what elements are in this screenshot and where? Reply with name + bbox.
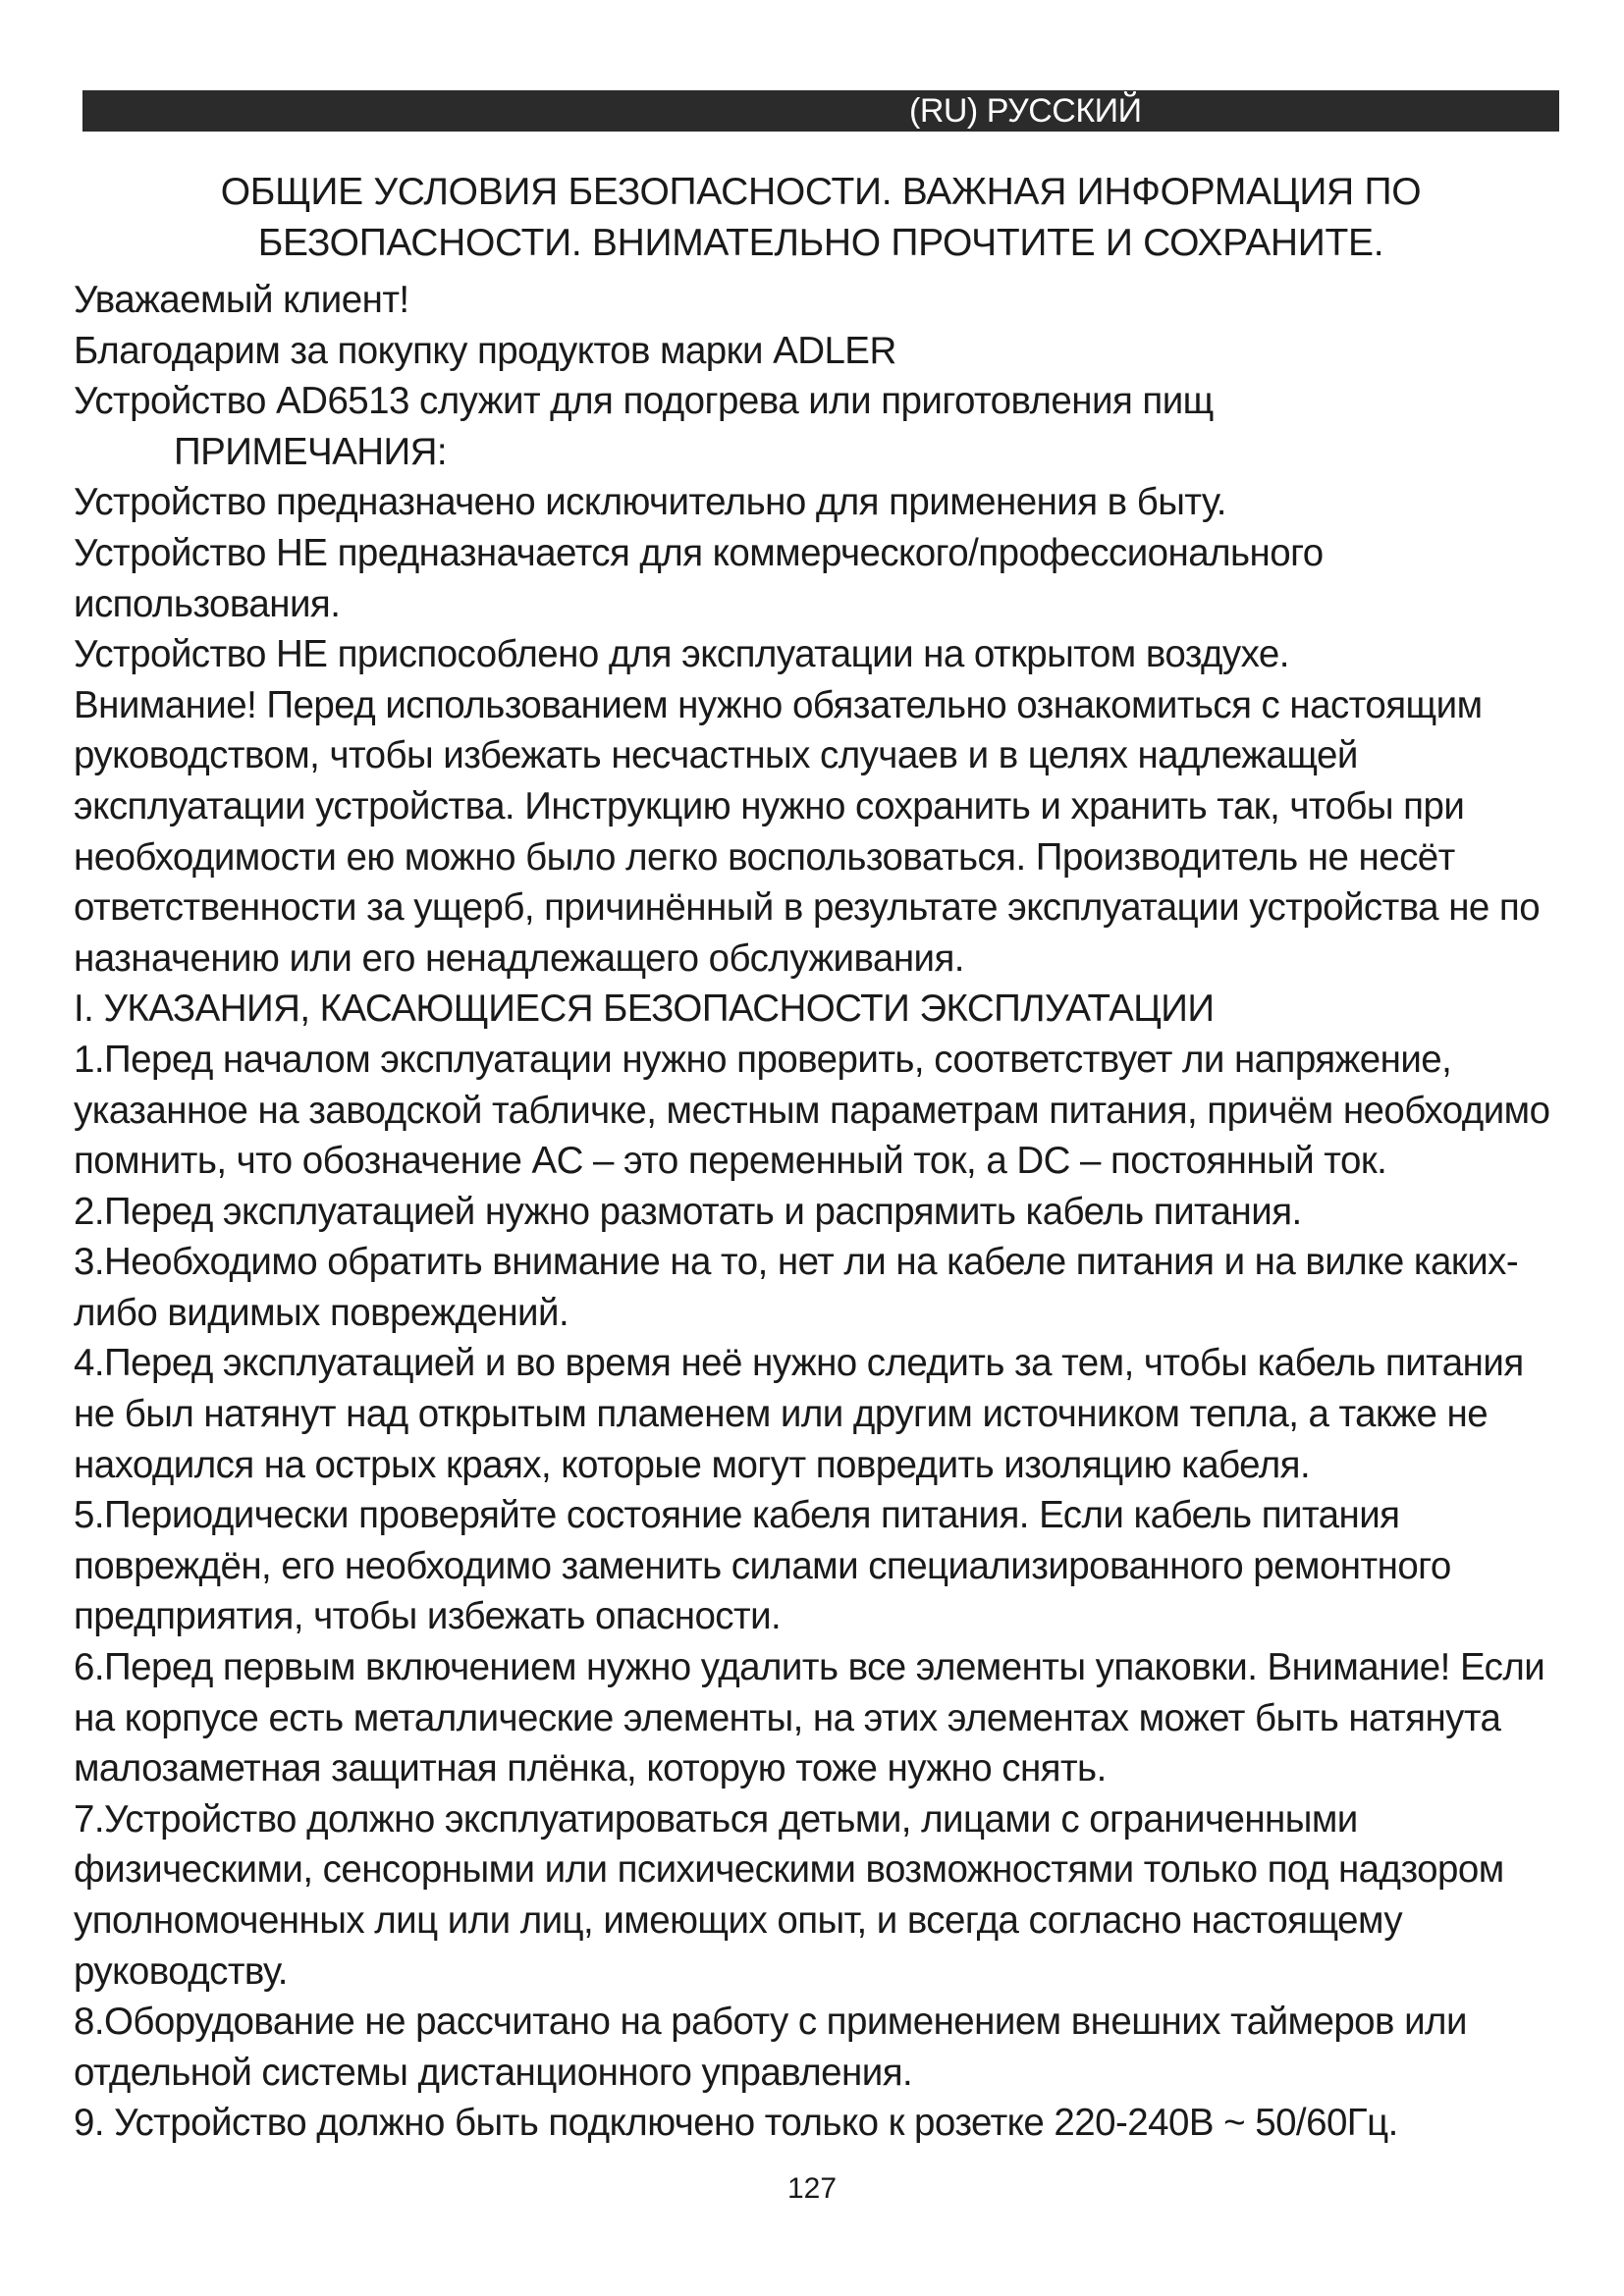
title-line-2: БЕЗОПАСНОСТИ. ВНИМАТЕЛЬНО ПРОЧТИТЕ И СОХРАНИТЕ. xyxy=(257,222,1384,264)
safety-item-2: 2.Перед эксплуатацией нужно размотать и распрямить кабель питания. xyxy=(74,1190,1302,1233)
safety-item-9: 9. Устройство должно быть подключено только к розетке 220-240В ~ 50/60Гц. xyxy=(74,2102,1398,2145)
safety-item-7: 7.Устройство должно эксплуатироваться детьми, лицами с ограниченными физическими, сенсорными или психическими возможностями только под надзором уполномоченных лиц или лиц, имеющих опыт, и всегда согласно настоящему руководству. xyxy=(74,1797,1504,1993)
safety-item-6: 6.Перед первым включением нужно удалить все элементы упаковки. Внимание! Если на корпусе есть металлические элементы, на этих элементах может быть натянута малозаметная защитная плёнка, которую тоже нужно снять. xyxy=(74,1646,1545,1790)
language-header-bar xyxy=(82,90,1559,132)
page-number: 127 xyxy=(786,2172,838,2205)
language-label: (RU) РУССКИЙ xyxy=(909,92,1142,130)
note-not-outdoor: Устройство НЕ приспособлено для эксплуатации на открытом воздухе. xyxy=(74,633,1289,676)
warning-paragraph: Внимание! Перед использованием нужно обязательно ознакомиться с настоящим руководством, чтобы избежать несчастных случаев и в целях надлежащей эксплуатации устройства. Инструкцию нужно сохранить и хранить так, чтобы при необходимости ею можно было легко воспользоваться. Производитель не несёт ответственности за ущерб, причинённый в результате эксплуатации устройства не по назначению или его ненадлежащего обслуживания. xyxy=(74,683,1541,980)
section-heading: I. УКАЗАНИЯ, КАСАЮЩИЕСЯ БЕЗОПАСНОСТИ ЭКСПЛУАТАЦИИ xyxy=(74,988,1215,1031)
safety-item-4: 4.Перед эксплуатацией и во время неё нужно следить за тем, чтобы кабель питания не был натянут над открытым пламенем или другим источником тепла, а также не находился на острых краях, которые могут повредить изоляцию кабеля. xyxy=(74,1342,1524,1486)
note-not-commercial: Устройство НЕ предназначается для коммерческого/профессионального использования. xyxy=(74,531,1324,625)
safety-item-1: 1.Перед началом эксплуатации нужно проверить, соответствует ли напряжение, указанное на заводской табличке, местным параметрам питания, причём необходимо помнить, что обозначение AC – это переменный ток, а DC – постоянный ток. xyxy=(74,1038,1550,1183)
safety-item-8: 8.Оборудование не рассчитано на работу с применением внешних таймеров или отдельной системы дистанционного управления. xyxy=(74,2001,1467,2094)
safety-item-5: 5.Периодически проверяйте состояние кабеля питания. Если кабель питания повреждён, его необходимо заменить силами специализированного ремонтного предприятия, чтобы избежать опасности. xyxy=(74,1494,1451,1638)
thanks-text: Благодарим за покупку продуктов марки ADLER xyxy=(74,329,896,372)
safety-item-3: 3.Необходимо обратить внимание на то, нет ли на кабеле питания и на вилке каких-либо видимых повреждений. xyxy=(74,1241,1519,1334)
device-purpose: Устройство AD6513 служит для подогрева или приготовления пищ xyxy=(74,380,1214,423)
notes-heading: ПРИМЕЧАНИЯ: xyxy=(174,430,448,473)
page-title xyxy=(82,167,1559,269)
manual-body xyxy=(74,275,1566,2149)
greeting: Уважаемый клиент! xyxy=(74,279,409,321)
title-line-1: ОБЩИЕ УСЛОВИЯ БЕЗОПАСНОСТИ. ВАЖНАЯ ИНФОРМАЦИЯ ПО xyxy=(220,171,1422,213)
note-household-use: Устройство предназначено исключительно для применения в быту. xyxy=(74,481,1226,524)
